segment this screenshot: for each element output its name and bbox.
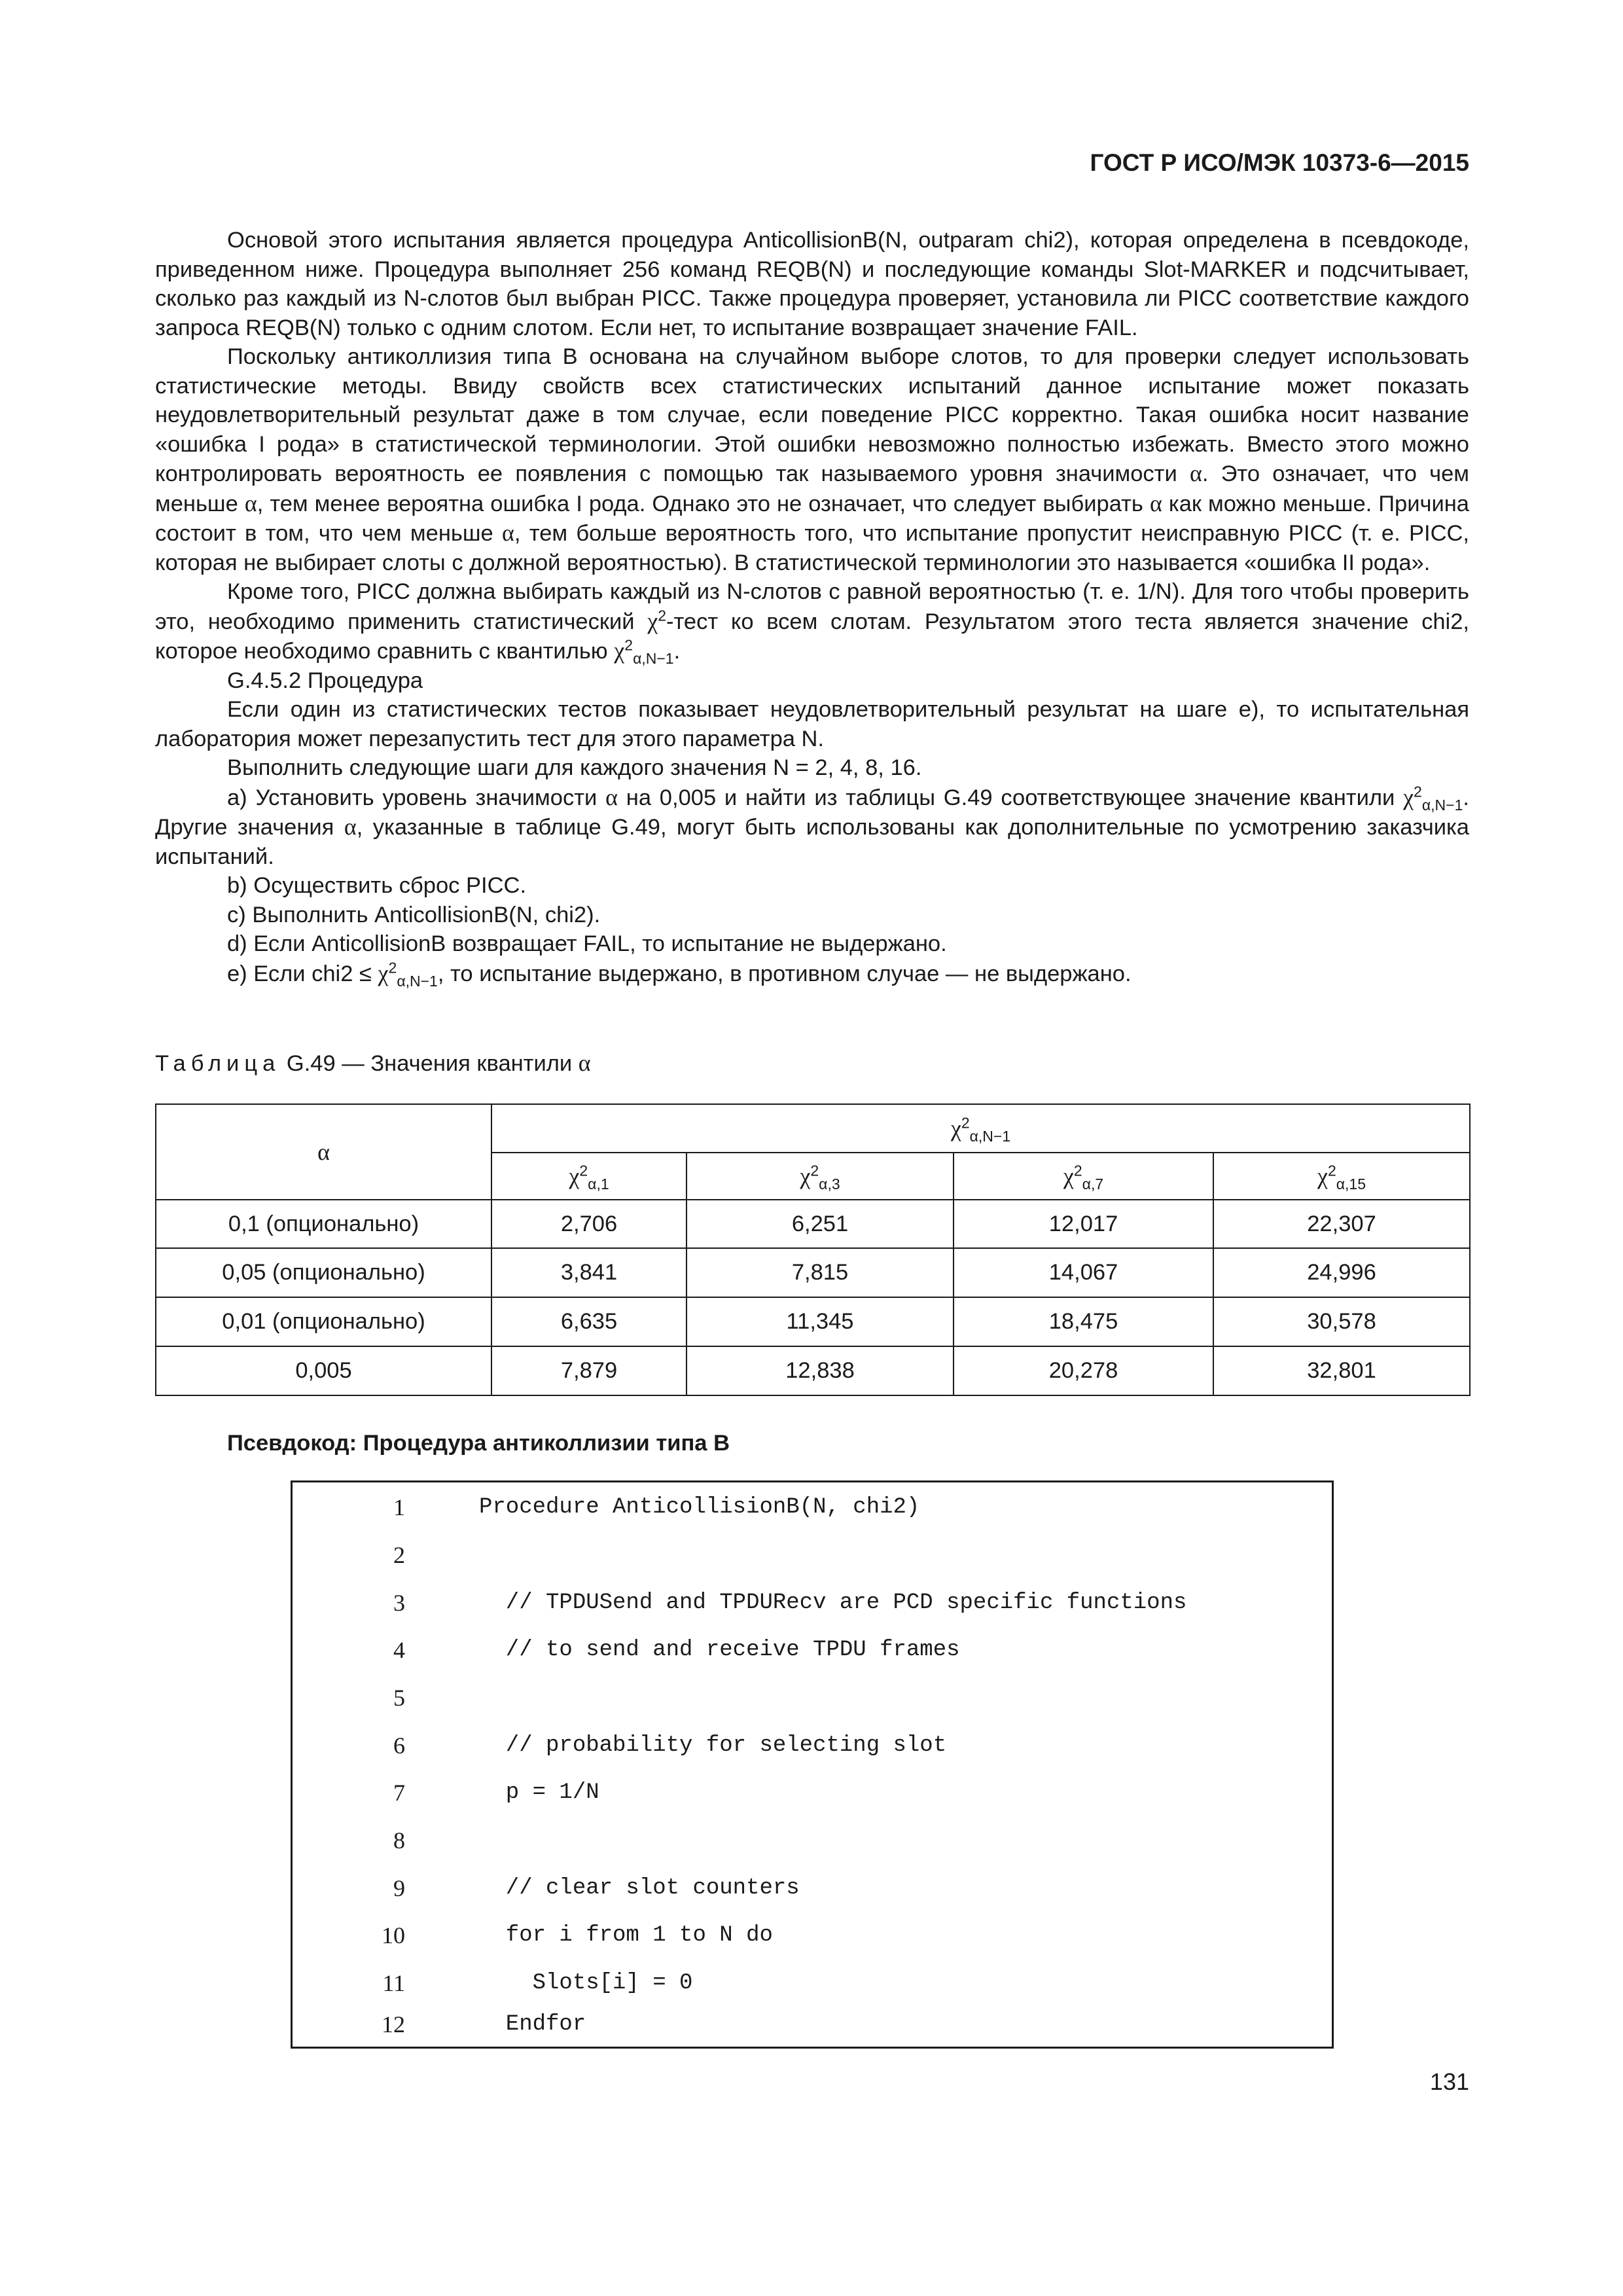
step-c: c) Выполнить AnticollisionB(N, chi2). [227, 902, 601, 927]
header-chi-3: $\chi^2_{\alpha,3}$ [687, 1153, 954, 1200]
code-line: Procedure AnticollisionB(N, chi2) [479, 1495, 920, 1520]
paragraph-chi-test: Кроме того, PICC должна выбирать каждый из N-слотов с равной вероятностью (т. е. 1/N). Для того чтобы проверить это, необходимо применить статистический $\chi^2$-тест ко всем слотам. Результатом этого теста является значение chi2, которое необходимо сравнить с квантилью $\chi^2_{\alpha,N-1}$. [155, 579, 1469, 667]
table-row: 0,005 7,879 12,838 20,278 32,801 [156, 1346, 1470, 1395]
header-chi-7: $\chi^2_{\alpha,7}$ [954, 1153, 1213, 1200]
document-header: ГОСТ Р ИСО/МЭК 10373-6—2015 [1090, 149, 1469, 176]
header-alpha: α [156, 1104, 491, 1200]
paragraph-steps-intro: Выполнить следующие шаги для каждого значения N = 2, 4, 8, 16. [227, 755, 922, 780]
section-heading-procedure: G.4.5.2 Процедура [227, 668, 423, 693]
page-number: 131 [1429, 2068, 1469, 2095]
step-a: a) Установить уровень значимости α на 0,005 и найти из таблицы G.49 соответствующее значение квантили $\chi^2_{\alpha,N-1}$. Другие значения α, указанные в таблице G.49, могут быть использованы как дополнительные по усмотрению заказчика испытаний. [155, 783, 1469, 869]
line-number: 12 [382, 2011, 405, 2037]
line-number: 4 [393, 1637, 405, 1663]
line-number: 10 [382, 1922, 405, 1948]
pseudocode-title: Псевдокод: Процедура антиколлизии типа B [227, 1431, 730, 1456]
line-number: 7 [393, 1780, 405, 1806]
table-row: 0,05 (опционально) 3,841 7,815 14,067 24,996 [156, 1248, 1470, 1297]
quantile-table [155, 1103, 1471, 1396]
header-chi-15: $\chi^2_{\alpha,15}$ [1213, 1153, 1470, 1200]
paragraph-restart: Если один из статистических тестов показывает неудовлетворительный результат на шаге e), то испытательная лаборатория может перезапустить тест для этого параметра N. [155, 697, 1469, 751]
line-number: 3 [393, 1590, 405, 1616]
table-row: 0,01 (опционально) 6,635 11,345 18,475 30,578 [156, 1297, 1470, 1346]
line-number: 2 [393, 1542, 405, 1568]
code-line: // probability for selecting slot [479, 1733, 947, 1758]
code-line: // to send and receive TPDU frames [479, 1638, 960, 1662]
header-chi-1: $\chi^2_{\alpha,1}$ [491, 1153, 687, 1200]
code-line: for i from 1 to N do [479, 1923, 773, 1948]
line-number: 8 [393, 1827, 405, 1854]
body-text [155, 226, 1469, 988]
code-line: Slots[i] = 0 [479, 1971, 693, 1996]
step-e: e) Если $chi2 \le \chi^2_{\alpha,N-1}$, то испытание выдержано, в противном случае — не выдержано. [227, 959, 1132, 990]
line-number: 11 [382, 1970, 405, 1996]
code-line: // TPDUSend and TPDURecv are PCD specific functions [479, 1590, 1187, 1615]
code-line: p = 1/N [479, 1780, 599, 1805]
table-row: 0,1 (опционально) 2,706 6,251 12,017 22,307 [156, 1200, 1470, 1248]
code-line: Endfor [479, 2012, 586, 2037]
table-caption: Таблица G.49 — Значения квантили α [155, 1050, 591, 1076]
step-b: b) Осуществить сброс PICC. [227, 873, 527, 898]
line-number: 5 [393, 1685, 405, 1711]
line-number: 1 [393, 1494, 405, 1520]
paragraph-test-basis: Основой этого испытания является процедура AnticollisionB(N, outparam chi2), которая определена в псевдокоде, приведенном ниже. Процедура выполняет 256 команд REQB(N) и последующие команды Slot-MARKER и подсчитывает, сколько раз каждый из N-слотов был выбран PICC. Также процедура проверяет, установила ли PICC соответствие каждого запроса REQB(N) только с одним слотом. Если нет, то испытание возвращает значение FAIL. [155, 228, 1469, 340]
line-number: 6 [393, 1732, 405, 1759]
code-line: // clear slot counters [479, 1876, 800, 1901]
pseudocode-box [291, 1480, 1334, 2049]
paragraph-statistics: Поскольку антиколлизия типа В основана на случайном выборе слотов, то для проверки следует использовать статистические методы. Ввиду свойств всех статистических испытаний данное испытание может показать неудовлетворительный результат даже в том случае, если поведение PICC корректно. Такая ошибка носит название «ошибка I рода» в статистической терминологии. Этой ошибки невозможно полностью избежать. Вместо этого можно контролировать вероятность ее появления с помощью так называемого уровня значимости α. Это означает, что чем меньше α, тем менее вероятна ошибка I рода. Однако это не означает, что следует выбирать α как можно меньше. Причина состоит в том, что чем меньше α, тем больше вероятность того, что испытание пропустит неисправную PICC (т. е. PICC, которая не выбирает слоты с должной вероятностью). В статистической терминологии это называется «ошибка II рода». [155, 344, 1469, 575]
header-chi-group: $\chi^2_{\alpha,N-1}$ [491, 1104, 1470, 1153]
step-d: d) Если AnticollisionB возвращает FAIL, то испытание не выдержано. [227, 931, 947, 956]
line-number: 9 [393, 1875, 405, 1901]
